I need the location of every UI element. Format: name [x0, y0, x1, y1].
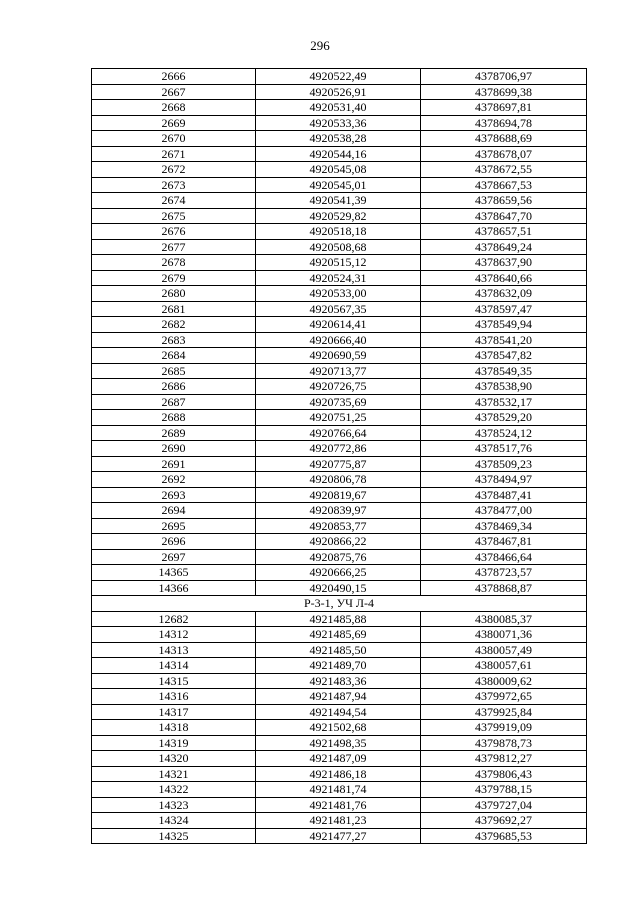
y-coordinate-cell: 4378647,70 [421, 208, 587, 224]
point-number-cell: 2675 [92, 208, 256, 224]
table-row [92, 146, 587, 162]
table-row [92, 301, 587, 317]
y-coordinate-cell: 4378640,66 [421, 270, 587, 286]
x-coordinate-cell: 4920726,75 [256, 379, 421, 395]
point-number-cell: 2689 [92, 425, 256, 441]
point-number-cell: 2692 [92, 472, 256, 488]
x-coordinate-cell: 4920538,28 [256, 131, 421, 147]
x-coordinate-cell: 4921485,50 [256, 642, 421, 658]
y-coordinate-cell: 4378672,55 [421, 162, 587, 178]
point-number-cell: 2678 [92, 255, 256, 271]
x-coordinate-cell: 4921485,69 [256, 627, 421, 643]
y-coordinate-cell: 4378723,57 [421, 565, 587, 581]
table-row [92, 611, 587, 627]
x-coordinate-cell: 4920735,69 [256, 394, 421, 410]
y-coordinate-cell: 4378509,23 [421, 456, 587, 472]
table-row [92, 828, 587, 844]
x-coordinate-cell: 4921502,68 [256, 720, 421, 736]
table-row [92, 565, 587, 581]
table-row [92, 348, 587, 364]
x-coordinate-cell: 4920545,01 [256, 177, 421, 193]
point-number-cell: 2680 [92, 286, 256, 302]
point-number-cell: 14316 [92, 689, 256, 705]
point-number-cell: 14323 [92, 797, 256, 813]
x-coordinate-cell: 4920545,08 [256, 162, 421, 178]
point-number-cell: 14319 [92, 735, 256, 751]
point-number-cell: 2688 [92, 410, 256, 426]
point-number-cell: 2668 [92, 100, 256, 116]
y-coordinate-cell: 4378469,34 [421, 518, 587, 534]
table-row [92, 193, 587, 209]
point-number-cell: 2696 [92, 534, 256, 550]
table-row [92, 410, 587, 426]
page-number: 296 [310, 38, 330, 53]
y-coordinate-cell: 4379972,65 [421, 689, 587, 705]
table-row [92, 813, 587, 829]
y-coordinate-cell: 4378547,82 [421, 348, 587, 364]
table-row [92, 658, 587, 674]
x-coordinate-cell: 4921483,36 [256, 673, 421, 689]
x-coordinate-cell: 4920839,97 [256, 503, 421, 519]
x-coordinate-cell: 4920866,22 [256, 534, 421, 550]
y-coordinate-cell: 4379685,53 [421, 828, 587, 844]
y-coordinate-cell: 4378637,90 [421, 255, 587, 271]
section-title: Р-3-1, УЧ Л-4 [92, 596, 587, 612]
table-row [92, 782, 587, 798]
y-coordinate-cell: 4380009,62 [421, 673, 587, 689]
x-coordinate-cell: 4920529,82 [256, 208, 421, 224]
point-number-cell: 2667 [92, 84, 256, 100]
table-row [92, 735, 587, 751]
table-row [92, 317, 587, 333]
point-number-cell: 2695 [92, 518, 256, 534]
table-row [92, 580, 587, 596]
x-coordinate-cell: 4920533,00 [256, 286, 421, 302]
x-coordinate-cell: 4921498,35 [256, 735, 421, 751]
point-number-cell: 14313 [92, 642, 256, 658]
point-number-cell: 14314 [92, 658, 256, 674]
y-coordinate-cell: 4378649,24 [421, 239, 587, 255]
x-coordinate-cell: 4920666,40 [256, 332, 421, 348]
table-row [92, 472, 587, 488]
x-coordinate-cell: 4921486,18 [256, 766, 421, 782]
x-coordinate-cell: 4921489,70 [256, 658, 421, 674]
x-coordinate-cell: 4920853,77 [256, 518, 421, 534]
x-coordinate-cell: 4920690,59 [256, 348, 421, 364]
section-header-row [92, 596, 587, 612]
x-coordinate-cell: 4921494,54 [256, 704, 421, 720]
table-row [92, 704, 587, 720]
y-coordinate-cell: 4378517,76 [421, 441, 587, 457]
y-coordinate-cell: 4379919,09 [421, 720, 587, 736]
table-row [92, 208, 587, 224]
y-coordinate-cell: 4379806,43 [421, 766, 587, 782]
point-number-cell: 2672 [92, 162, 256, 178]
table-row [92, 255, 587, 271]
y-coordinate-cell: 4378632,09 [421, 286, 587, 302]
point-number-cell: 2691 [92, 456, 256, 472]
y-coordinate-cell: 4378524,12 [421, 425, 587, 441]
x-coordinate-cell: 4920772,86 [256, 441, 421, 457]
point-number-cell: 2669 [92, 115, 256, 131]
y-coordinate-cell: 4378466,64 [421, 549, 587, 565]
point-number-cell: 14321 [92, 766, 256, 782]
x-coordinate-cell: 4920666,25 [256, 565, 421, 581]
point-number-cell: 14317 [92, 704, 256, 720]
x-coordinate-cell: 4920515,12 [256, 255, 421, 271]
y-coordinate-cell: 4378541,20 [421, 332, 587, 348]
point-number-cell: 12682 [92, 611, 256, 627]
point-number-cell: 2686 [92, 379, 256, 395]
y-coordinate-cell: 4378688,69 [421, 131, 587, 147]
table-row [92, 270, 587, 286]
point-number-cell: 2682 [92, 317, 256, 333]
x-coordinate-cell: 4920567,35 [256, 301, 421, 317]
x-coordinate-cell: 4920775,87 [256, 456, 421, 472]
table-row [92, 627, 587, 643]
point-number-cell: 2681 [92, 301, 256, 317]
x-coordinate-cell: 4921481,76 [256, 797, 421, 813]
x-coordinate-cell: 4920806,78 [256, 472, 421, 488]
table-row [92, 534, 587, 550]
point-number-cell: 14318 [92, 720, 256, 736]
point-number-cell: 2673 [92, 177, 256, 193]
point-number-cell: 14324 [92, 813, 256, 829]
x-coordinate-cell: 4921481,23 [256, 813, 421, 829]
y-coordinate-cell: 4378549,94 [421, 317, 587, 333]
y-coordinate-cell: 4380085,37 [421, 611, 587, 627]
y-coordinate-cell: 4378467,81 [421, 534, 587, 550]
table-row [92, 549, 587, 565]
y-coordinate-cell: 4379812,27 [421, 751, 587, 767]
table-row [92, 363, 587, 379]
x-coordinate-cell: 4920490,15 [256, 580, 421, 596]
point-number-cell: 14320 [92, 751, 256, 767]
x-coordinate-cell: 4920544,16 [256, 146, 421, 162]
x-coordinate-cell: 4920541,39 [256, 193, 421, 209]
point-number-cell: 14322 [92, 782, 256, 798]
y-coordinate-cell: 4378597,47 [421, 301, 587, 317]
y-coordinate-cell: 4380071,36 [421, 627, 587, 643]
table-row [92, 673, 587, 689]
table-row [92, 797, 587, 813]
y-coordinate-cell: 4378699,38 [421, 84, 587, 100]
y-coordinate-cell: 4378868,87 [421, 580, 587, 596]
coordinates-table-body [92, 69, 587, 844]
table-row [92, 239, 587, 255]
table-row [92, 751, 587, 767]
table-row [92, 720, 587, 736]
x-coordinate-cell: 4921481,74 [256, 782, 421, 798]
y-coordinate-cell: 4378538,90 [421, 379, 587, 395]
point-number-cell: 2677 [92, 239, 256, 255]
x-coordinate-cell: 4920875,76 [256, 549, 421, 565]
table-row [92, 487, 587, 503]
point-number-cell: 14366 [92, 580, 256, 596]
y-coordinate-cell: 4378659,56 [421, 193, 587, 209]
table-row [92, 332, 587, 348]
x-coordinate-cell: 4920713,77 [256, 363, 421, 379]
coordinates-table [91, 68, 587, 844]
y-coordinate-cell: 4379878,73 [421, 735, 587, 751]
table-row [92, 379, 587, 395]
table-row [92, 456, 587, 472]
point-number-cell: 2693 [92, 487, 256, 503]
point-number-cell: 2670 [92, 131, 256, 147]
y-coordinate-cell: 4379692,27 [421, 813, 587, 829]
point-number-cell: 2676 [92, 224, 256, 240]
y-coordinate-cell: 4378549,35 [421, 363, 587, 379]
y-coordinate-cell: 4378697,81 [421, 100, 587, 116]
y-coordinate-cell: 4378667,53 [421, 177, 587, 193]
point-number-cell: 2685 [92, 363, 256, 379]
point-number-cell: 2666 [92, 69, 256, 85]
y-coordinate-cell: 4380057,49 [421, 642, 587, 658]
table-row [92, 441, 587, 457]
x-coordinate-cell: 4920508,68 [256, 239, 421, 255]
x-coordinate-cell: 4920531,40 [256, 100, 421, 116]
table-row [92, 131, 587, 147]
x-coordinate-cell: 4920819,67 [256, 487, 421, 503]
table-row [92, 766, 587, 782]
y-coordinate-cell: 4380057,61 [421, 658, 587, 674]
point-number-cell: 2694 [92, 503, 256, 519]
point-number-cell: 14315 [92, 673, 256, 689]
table-row [92, 84, 587, 100]
table-row [92, 177, 587, 193]
y-coordinate-cell: 4378529,20 [421, 410, 587, 426]
y-coordinate-cell: 4378678,07 [421, 146, 587, 162]
point-number-cell: 2690 [92, 441, 256, 457]
x-coordinate-cell: 4921477,27 [256, 828, 421, 844]
point-number-cell: 2687 [92, 394, 256, 410]
x-coordinate-cell: 4921487,94 [256, 689, 421, 705]
x-coordinate-cell: 4921487,09 [256, 751, 421, 767]
y-coordinate-cell: 4379925,84 [421, 704, 587, 720]
point-number-cell: 2674 [92, 193, 256, 209]
table-row [92, 425, 587, 441]
table-row [92, 642, 587, 658]
table-row [92, 518, 587, 534]
x-coordinate-cell: 4920751,25 [256, 410, 421, 426]
y-coordinate-cell: 4379727,04 [421, 797, 587, 813]
y-coordinate-cell: 4378706,97 [421, 69, 587, 85]
y-coordinate-cell: 4378494,97 [421, 472, 587, 488]
point-number-cell: 14312 [92, 627, 256, 643]
table-row [92, 115, 587, 131]
y-coordinate-cell: 4378532,17 [421, 394, 587, 410]
table-row [92, 394, 587, 410]
table-row [92, 100, 587, 116]
point-number-cell: 14365 [92, 565, 256, 581]
x-coordinate-cell: 4921485,88 [256, 611, 421, 627]
table-row [92, 162, 587, 178]
x-coordinate-cell: 4920524,31 [256, 270, 421, 286]
x-coordinate-cell: 4920533,36 [256, 115, 421, 131]
x-coordinate-cell: 4920766,64 [256, 425, 421, 441]
y-coordinate-cell: 4378477,00 [421, 503, 587, 519]
x-coordinate-cell: 4920518,18 [256, 224, 421, 240]
y-coordinate-cell: 4379788,15 [421, 782, 587, 798]
y-coordinate-cell: 4378487,41 [421, 487, 587, 503]
table-row [92, 286, 587, 302]
table-row [92, 69, 587, 85]
table-row [92, 224, 587, 240]
point-number-cell: 2697 [92, 549, 256, 565]
x-coordinate-cell: 4920526,91 [256, 84, 421, 100]
point-number-cell: 2683 [92, 332, 256, 348]
x-coordinate-cell: 4920614,41 [256, 317, 421, 333]
table-row [92, 689, 587, 705]
x-coordinate-cell: 4920522,49 [256, 69, 421, 85]
point-number-cell: 2671 [92, 146, 256, 162]
point-number-cell: 14325 [92, 828, 256, 844]
y-coordinate-cell: 4378657,51 [421, 224, 587, 240]
y-coordinate-cell: 4378694,78 [421, 115, 587, 131]
table-row [92, 503, 587, 519]
point-number-cell: 2679 [92, 270, 256, 286]
point-number-cell: 2684 [92, 348, 256, 364]
